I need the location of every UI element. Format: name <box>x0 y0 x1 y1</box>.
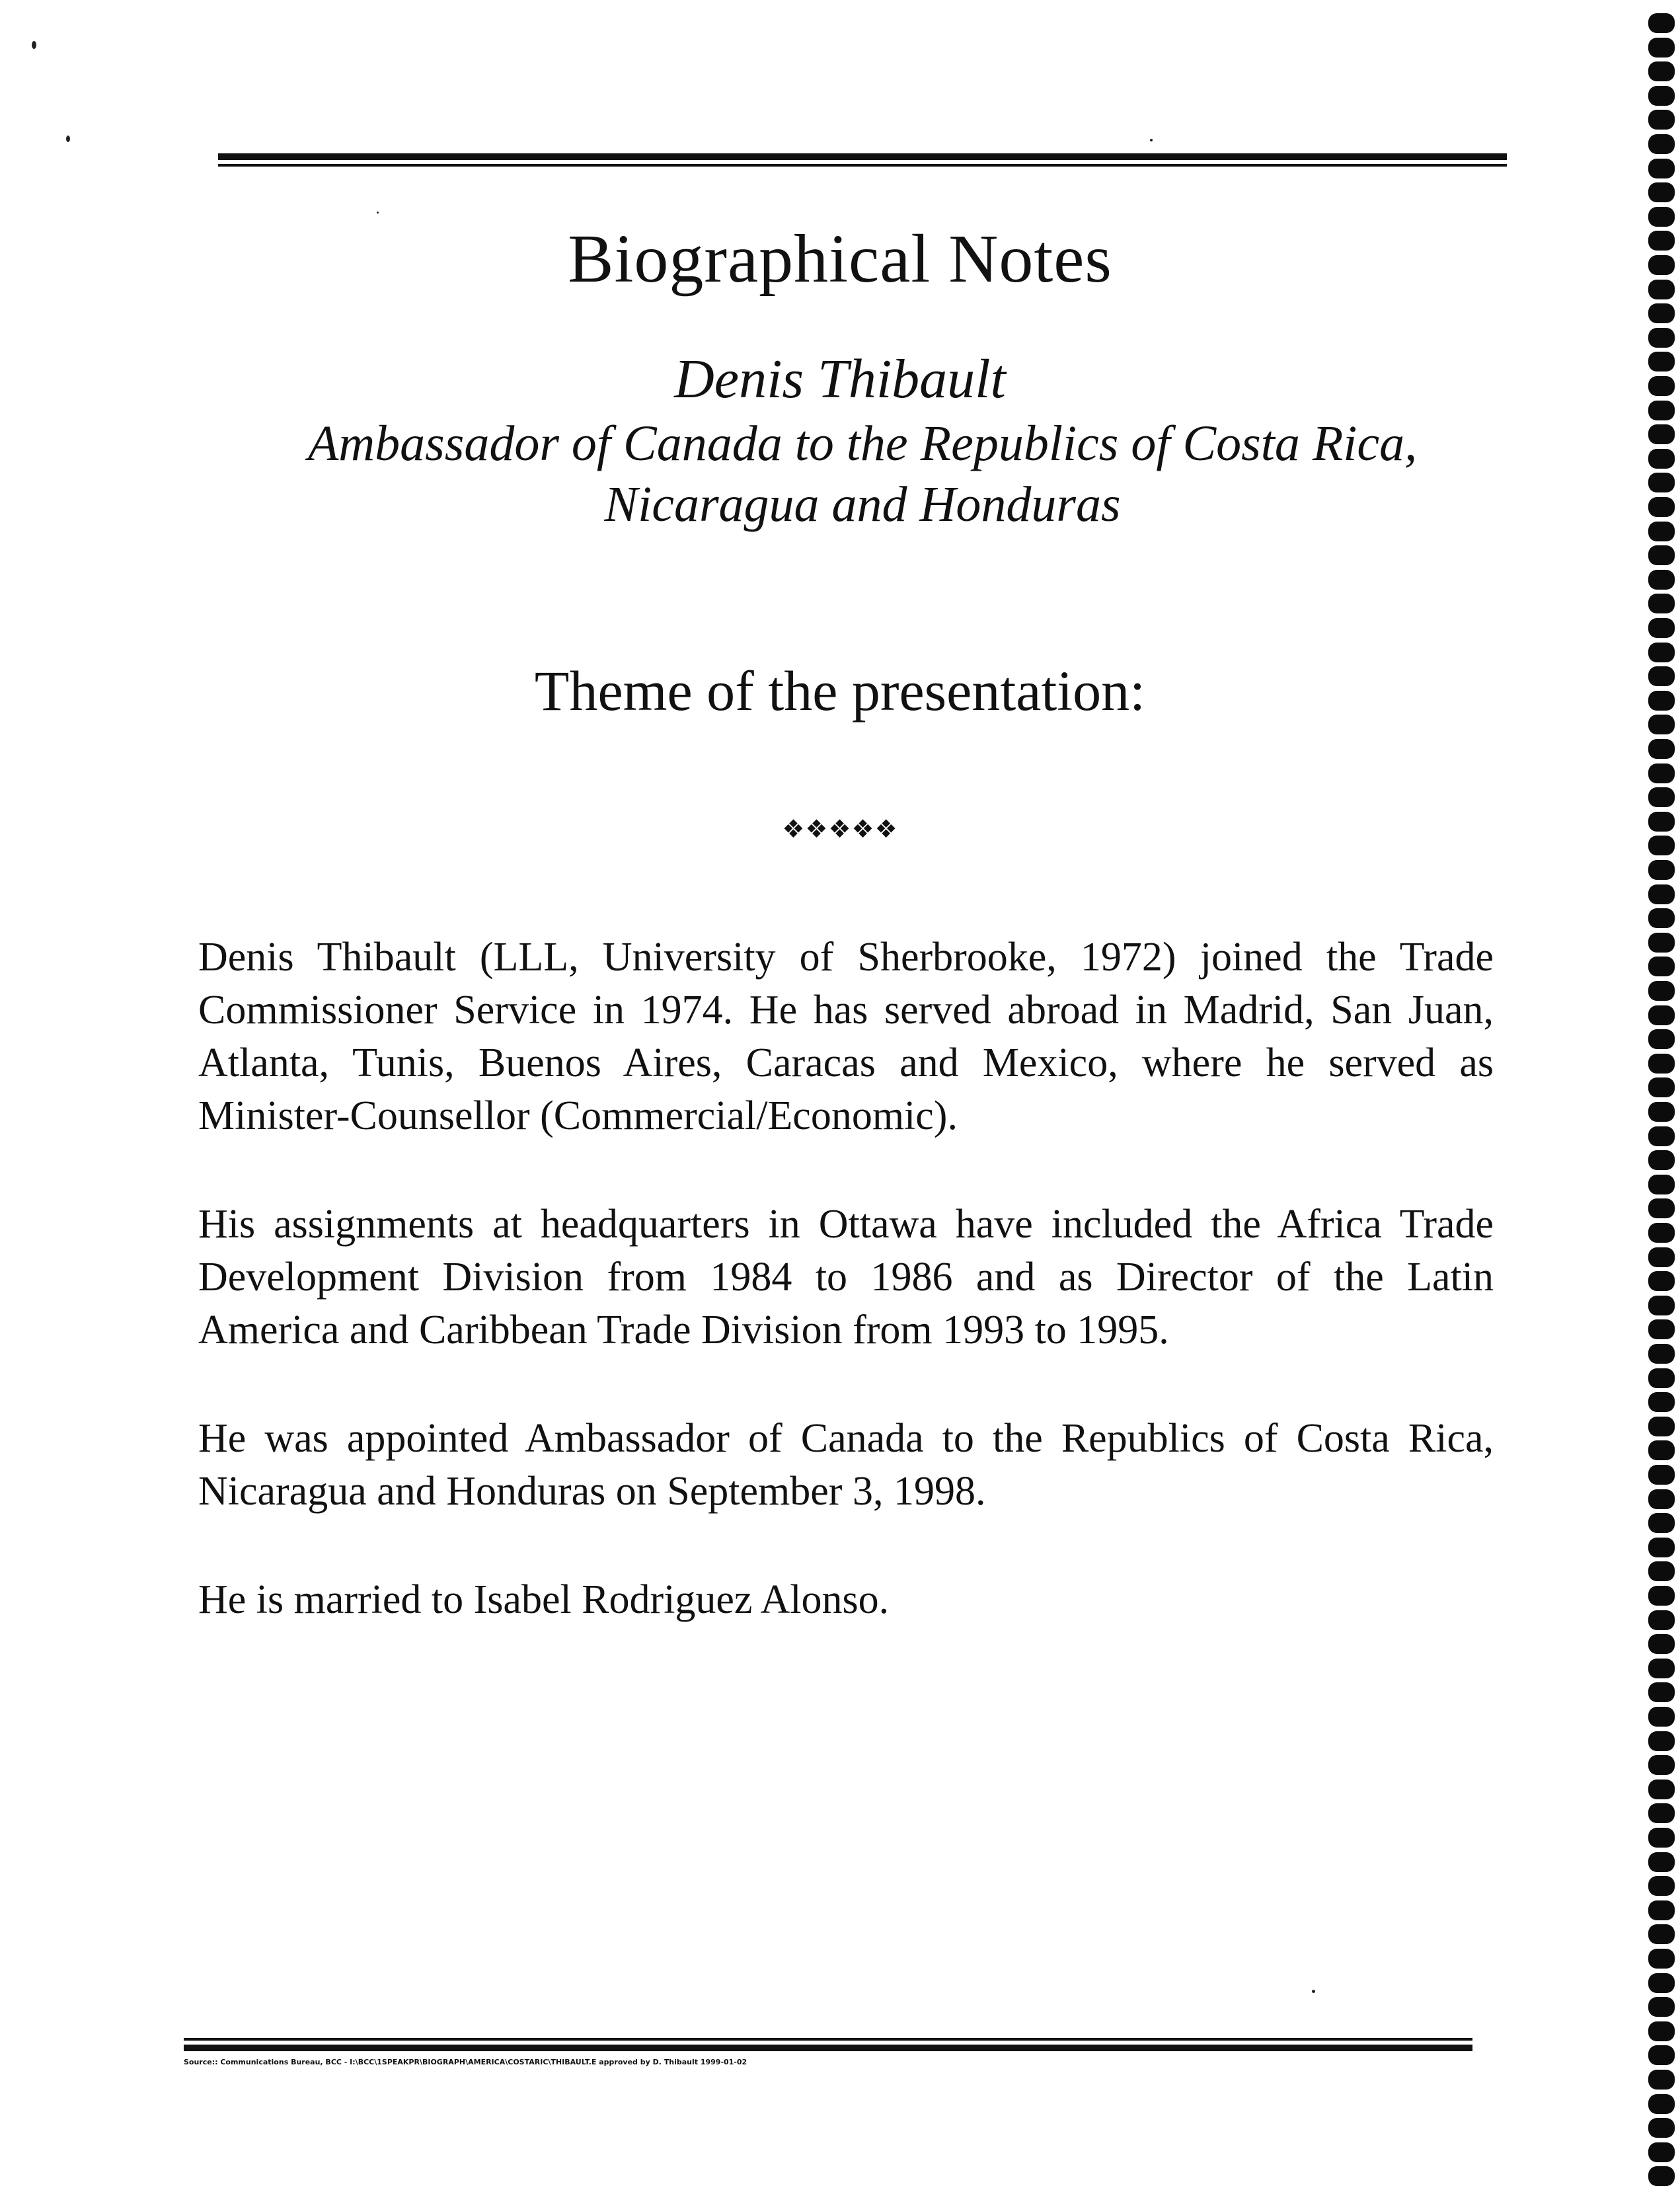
binding-hole <box>1648 1586 1675 1606</box>
biography-paragraph: Denis Thibault (LLL, University of Sherbrooke, 1972) joined the Trade Commissioner Service in 1974. He has served abroad in Madrid, San Juan, Atlanta, Tunis, Buenos Aires, Caracas and Mexico, where he served as Minister-Counsellor (Commercial/Economic). <box>198 935 1494 1138</box>
binding-hole <box>1648 401 1675 420</box>
binding-hole <box>1648 763 1675 783</box>
binding-hole <box>1648 1077 1675 1097</box>
binding-hole <box>1648 1440 1675 1460</box>
binding-hole <box>1648 182 1675 202</box>
scan-speck <box>1312 1990 1315 1993</box>
binding-hole <box>1648 1150 1675 1170</box>
spiral-binding <box>1640 0 1680 2190</box>
binding-hole <box>1648 1900 1675 1920</box>
diamond-ornament-icon: ❖❖❖❖❖ <box>782 814 898 843</box>
binding-hole <box>1648 594 1675 613</box>
binding-hole <box>1648 545 1675 565</box>
binding-hole <box>1648 1296 1675 1315</box>
binding-hole <box>1648 1973 1675 1993</box>
binding-hole <box>1648 1126 1675 1146</box>
top-rule-thick-line <box>218 153 1507 160</box>
binding-hole <box>1648 570 1675 590</box>
binding-hole <box>1648 715 1675 734</box>
theme-heading: Theme of the presentation: <box>534 659 1146 723</box>
binding-hole <box>1648 110 1675 130</box>
binding-hole <box>1648 1198 1675 1218</box>
scan-speck <box>66 136 70 142</box>
binding-hole <box>1648 1707 1675 1727</box>
binding-hole <box>1648 328 1675 348</box>
binding-hole <box>1648 1561 1675 1581</box>
biography-paragraph: He is married to Isabel Rodriguez Alonso. <box>198 1577 890 1622</box>
binding-hole <box>1648 739 1675 759</box>
scan-speck <box>1150 139 1153 141</box>
scan-speck <box>32 41 36 49</box>
binding-hole <box>1648 618 1675 638</box>
binding-hole <box>1648 957 1675 976</box>
biography-body <box>198 931 1494 1682</box>
binding-hole <box>1648 38 1675 58</box>
binding-hole <box>1648 522 1675 541</box>
binding-hole <box>1648 1368 1675 1388</box>
binding-hole <box>1648 352 1675 372</box>
binding-hole <box>1648 981 1675 1001</box>
binding-hole <box>1648 497 1675 517</box>
binding-hole <box>1648 1852 1675 1872</box>
binding-hole <box>1648 812 1675 832</box>
binding-hole <box>1648 86 1675 106</box>
binding-hole <box>1648 1029 1675 1049</box>
binding-hole <box>1648 2094 1675 2114</box>
binding-hole <box>1648 2070 1675 2090</box>
binding-hole <box>1648 666 1675 686</box>
binding-hole <box>1648 2142 1675 2162</box>
binding-hole <box>1648 1223 1675 1243</box>
bottom-rule-thin-line <box>184 2038 1472 2041</box>
binding-hole <box>1648 1731 1675 1751</box>
binding-hole <box>1648 1876 1675 1896</box>
person-role <box>218 413 1507 535</box>
person-name: Denis Thibault <box>674 348 1006 410</box>
binding-hole <box>1648 1271 1675 1291</box>
binding-hole <box>1648 787 1675 807</box>
binding-hole <box>1648 1417 1675 1436</box>
binding-hole <box>1648 2166 1675 2186</box>
binding-hole <box>1648 1997 1675 2017</box>
binding-hole <box>1648 134 1675 154</box>
binding-hole <box>1648 1610 1675 1630</box>
biography-paragraph: His assignments at headquarters in Ottawa have included the Africa Trade Development Division from 1984 to 1986 and as Director of the Latin America and Caribbean Trade Division from 1993 to 1995. <box>198 1202 1494 1352</box>
binding-hole <box>1648 1344 1675 1364</box>
binding-hole <box>1648 691 1675 711</box>
binding-hole <box>1648 1175 1675 1194</box>
binding-hole <box>1648 255 1675 275</box>
binding-hole <box>1648 1489 1675 1509</box>
binding-hole <box>1648 908 1675 928</box>
binding-hole <box>1648 13 1675 33</box>
binding-hole <box>1648 473 1675 492</box>
binding-hole <box>1648 1102 1675 1122</box>
binding-hole <box>1648 303 1675 323</box>
binding-hole <box>1648 1319 1675 1339</box>
binding-hole <box>1648 1682 1675 1702</box>
binding-hole <box>1648 2021 1675 2041</box>
binding-hole <box>1648 1513 1675 1533</box>
binding-hole <box>1648 1659 1675 1678</box>
binding-hole <box>1648 1949 1675 1969</box>
binding-hole <box>1648 1392 1675 1412</box>
bottom-rule-thick-line <box>184 2045 1472 2051</box>
binding-hole <box>1648 884 1675 904</box>
binding-hole <box>1648 2045 1675 2065</box>
binding-hole <box>1648 933 1675 953</box>
bottom-double-rule <box>184 2038 1472 2054</box>
binding-hole <box>1648 836 1675 855</box>
top-double-rule <box>218 153 1507 168</box>
binding-hole <box>1648 2118 1675 2138</box>
binding-hole <box>1648 1924 1675 1944</box>
binding-hole <box>1648 159 1675 178</box>
top-rule-thin-line <box>218 164 1507 167</box>
binding-hole <box>1648 1634 1675 1654</box>
person-role-line: Ambassador of Canada to the Republics of Costa Rica, <box>307 416 1418 471</box>
binding-hole <box>1648 1828 1675 1848</box>
binding-hole <box>1648 231 1675 251</box>
binding-hole <box>1648 280 1675 299</box>
binding-hole <box>1648 860 1675 880</box>
binding-hole <box>1648 643 1675 662</box>
binding-hole <box>1648 207 1675 227</box>
scan-speck <box>377 212 379 214</box>
source-footer: Source:: Communications Bureau, BCC - I:\BCC\1SPEAKPR\BIOGRAPH\AMERICA\COSTARIC\THIBAULT.E approved by D. Thibault 1999-01-02 <box>184 2058 747 2066</box>
page-title: Biographical Notes <box>568 221 1112 297</box>
person-role-line: Nicaragua and Honduras <box>604 477 1121 532</box>
binding-hole <box>1648 1803 1675 1823</box>
binding-hole <box>1648 1779 1675 1799</box>
biography-paragraph: He was appointed Ambassador of Canada to the Republics of Costa Rica, Nicaragua and Honduras on September 3, 1998. <box>198 1416 1494 1514</box>
binding-hole <box>1648 1054 1675 1074</box>
binding-hole <box>1648 1755 1675 1775</box>
binding-hole <box>1648 1465 1675 1485</box>
binding-hole <box>1648 449 1675 469</box>
binding-hole <box>1648 1247 1675 1267</box>
binding-hole <box>1648 424 1675 444</box>
binding-hole <box>1648 376 1675 396</box>
binding-hole <box>1648 61 1675 81</box>
binding-hole <box>1648 1538 1675 1557</box>
binding-hole <box>1648 1005 1675 1025</box>
